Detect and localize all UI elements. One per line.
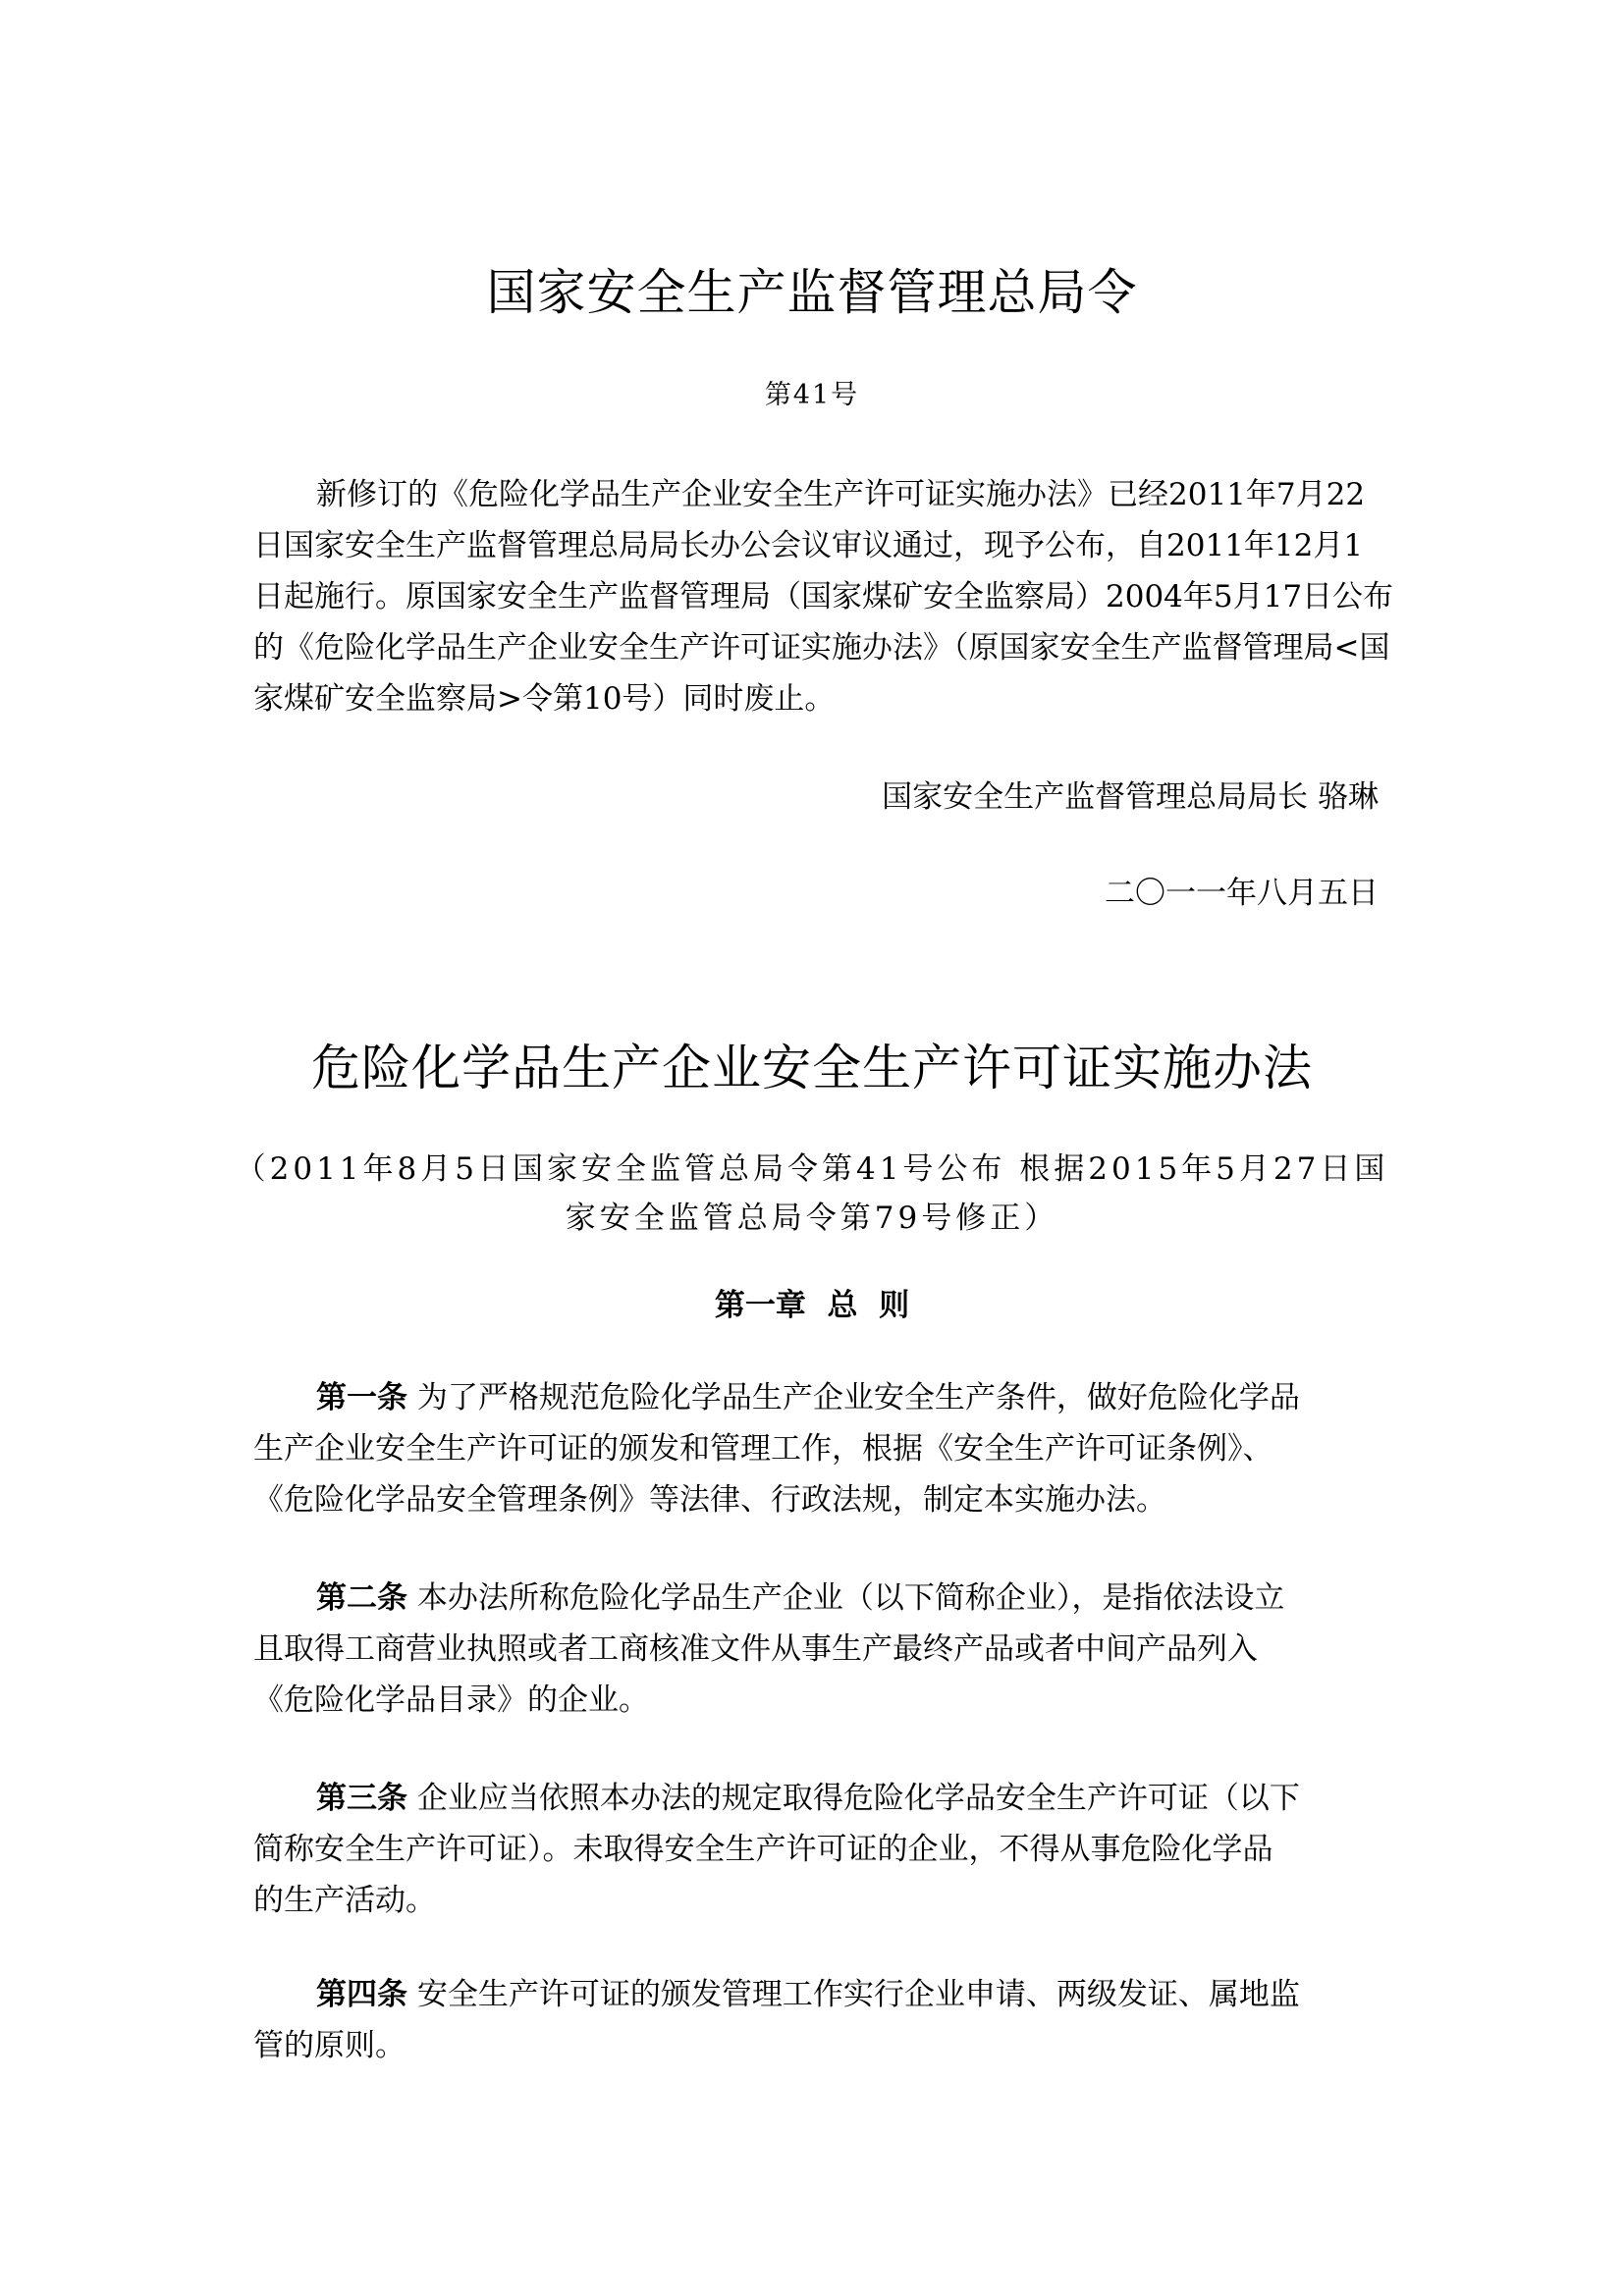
order-body-line: 新修订的《危险化学品生产企业安全生产许可证实施办法》已经2011年7月22 [316,477,1366,512]
order-body [253,469,1394,724]
article-3 [253,1773,1384,1926]
article-text: 简称安全生产许可证）。未取得安全生产许可证的企业，不得从事危险化学品 [253,1832,1273,1867]
regulation-title: 危险化学品生产企业安全生产许可证实施办法 [311,1040,1313,1096]
article-label: 第一条 [316,1380,407,1415]
order-number: 第41号 [764,380,860,410]
article-text: 且取得工商营业执照或者工商核准文件从事生产最终产品或者中间产品列入 [253,1631,1258,1667]
article-1 [253,1372,1384,1525]
article-text: 的生产活动。 [253,1883,436,1918]
article-4 [253,1969,1384,2071]
source-line: （2011年8月5日国家安全监管总局令第41号公布 根据2015年5月27日国 [235,1151,1389,1187]
order-body-line: 日起施行。原国家安全生产监督管理局（国家煤矿安全监察局）2004年5月17日公布 [253,579,1394,614]
article-text: 生产企业安全生产许可证的颁发和管理工作，根据《安全生产许可证条例》、 [253,1431,1273,1467]
order-body-line: 的《危险化学品生产企业安全生产许可证实施办法》（原国家安全生产监督管理局<国 [253,630,1390,666]
article-label: 第三条 [316,1781,407,1816]
article-text: 《危险化学品目录》的企业。 [253,1682,649,1718]
article-text: 为了严格规范危险化学品生产企业安全生产条件，做好危险化学品 [416,1380,1300,1415]
article-label: 第四条 [316,1977,407,2012]
article-text: 《危险化学品安全管理条例》等法律、行政法规，制定本实施办法。 [253,1482,1166,1518]
article-text: 管的原则。 [253,2028,406,2063]
order-body-line: 日国家安全生产监督管理总局局长办公会议审议通过，现予公布，自2011年12月1 [253,528,1364,563]
order-signature: 国家安全生产监督管理总局局长 骆琳 [882,779,1379,815]
article-label: 第二条 [316,1580,407,1616]
regulation-source-note [0,1145,1624,1243]
article-text: 安全生产许可证的颁发管理工作实行企业申请、两级发证、属地监 [416,1977,1300,2012]
chapter-heading: 第一章 总 则 [714,1288,910,1323]
source-line: 家安全监管总局令第79号修正） [565,1201,1059,1236]
article-text: 企业应当依照本办法的规定取得危险化学品安全生产许可证（以下 [416,1781,1300,1816]
order-title: 国家安全生产监督管理总局令 [486,264,1138,321]
article-text: 本办法所称危险化学品生产企业（以下简称企业），是指依法设立 [416,1580,1285,1616]
article-2 [253,1573,1384,1726]
order-date: 二〇一一年八月五日 [1105,876,1379,911]
order-body-line: 家煤矿安全监察局>令第10号）同时废止。 [253,681,836,717]
